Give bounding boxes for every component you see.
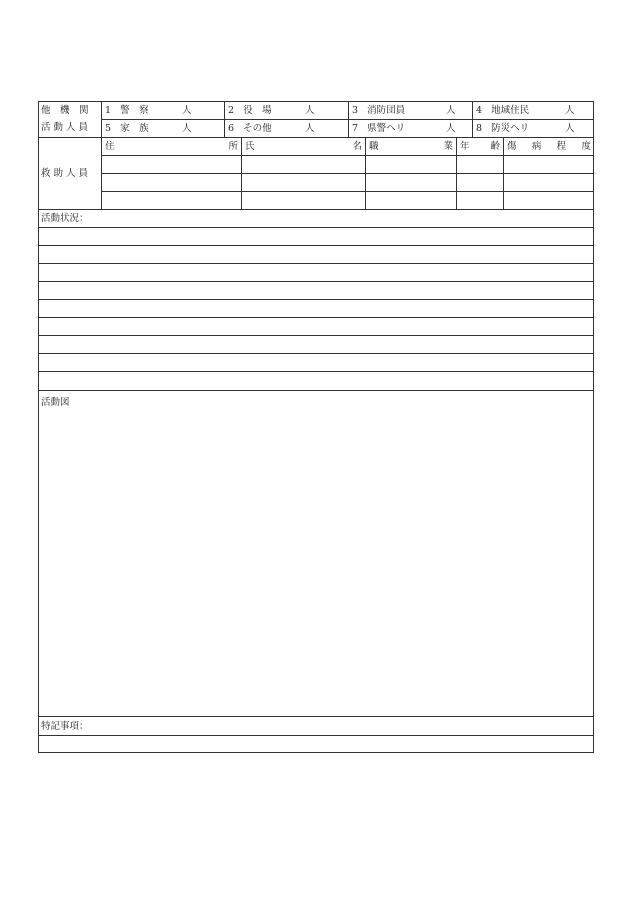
header-address xyxy=(102,138,241,155)
header-char: 氏 xyxy=(245,141,255,152)
header-char: 病 xyxy=(531,141,542,152)
rule xyxy=(101,119,593,120)
rescued-label-text: 救 助 人 員 xyxy=(41,168,89,179)
rule xyxy=(365,137,366,209)
header-name xyxy=(242,138,365,155)
header-char: 傷 xyxy=(507,141,517,152)
rule xyxy=(39,137,593,138)
special-notes-field[interactable] xyxy=(39,736,593,752)
agency-num: 4 xyxy=(476,105,483,116)
header-age xyxy=(457,138,503,155)
header-injury xyxy=(504,138,594,155)
agency-num: 7 xyxy=(352,123,359,134)
agency-num: 3 xyxy=(352,105,359,116)
rule xyxy=(39,209,593,210)
rescued-row-2[interactable] xyxy=(102,174,594,191)
rule xyxy=(39,353,593,354)
agency-name: その他 xyxy=(243,123,272,134)
agency-unit: 人 xyxy=(565,105,575,116)
rule xyxy=(472,102,473,137)
agency-name: 警 察 xyxy=(120,105,149,116)
agency-num: 6 xyxy=(228,123,235,134)
agency-cell-family[interactable] xyxy=(102,120,224,137)
agency-name: 県警ヘリ xyxy=(367,123,406,134)
agency-name: 役 場 xyxy=(243,105,272,116)
activity-status-lines[interactable] xyxy=(39,228,593,390)
agency-unit: 人 xyxy=(305,105,315,116)
agency-num: 5 xyxy=(105,123,112,134)
agency-name: 防災ヘリ xyxy=(491,123,530,134)
agency-num: 1 xyxy=(105,105,112,116)
rescued-row-1[interactable] xyxy=(102,156,594,173)
rule xyxy=(39,371,593,372)
agency-cell-police[interactable] xyxy=(102,102,224,119)
rule xyxy=(101,173,593,174)
rule xyxy=(456,137,457,209)
agency-unit: 人 xyxy=(305,123,315,134)
other-agencies-label-line1 xyxy=(39,102,101,119)
agency-unit: 人 xyxy=(446,105,456,116)
agency-unit: 人 xyxy=(182,123,192,134)
rule xyxy=(503,137,504,209)
other-agencies-label-line2 xyxy=(39,119,101,137)
rule xyxy=(39,263,593,264)
activity-report-form xyxy=(38,101,594,753)
agency-cell-other[interactable] xyxy=(225,120,348,137)
rule xyxy=(39,281,593,282)
special-notes-label: 特記事項： xyxy=(41,721,89,732)
rule xyxy=(101,155,593,156)
header-occupation xyxy=(366,138,456,155)
agency-name: 地域住民 xyxy=(491,105,530,116)
rule xyxy=(39,227,593,228)
agency-cell-fire-corps[interactable] xyxy=(349,102,472,119)
rule xyxy=(39,317,593,318)
rescued-label xyxy=(39,138,101,209)
header-char: 業 xyxy=(443,141,453,152)
rule xyxy=(224,102,225,137)
rule xyxy=(39,299,593,300)
activity-status-label: 活動状況： xyxy=(41,213,89,224)
header-char: 名 xyxy=(352,141,362,152)
agency-unit: 人 xyxy=(565,123,575,134)
agency-num: 8 xyxy=(476,123,483,134)
rescued-row-3[interactable] xyxy=(102,192,594,209)
agency-cell-residents[interactable] xyxy=(473,102,594,119)
agency-cell-town-office[interactable] xyxy=(225,102,348,119)
rule xyxy=(39,735,593,736)
rule xyxy=(101,102,102,209)
agency-unit: 人 xyxy=(446,123,456,134)
header-char: 齢 xyxy=(490,141,500,152)
other-agencies-label-text2: 活 動 人 員 xyxy=(41,122,89,133)
header-char: 所 xyxy=(228,141,238,152)
rule xyxy=(39,390,593,391)
rule xyxy=(39,245,593,246)
agency-cell-police-helicopter[interactable] xyxy=(349,120,472,137)
rule xyxy=(39,335,593,336)
activity-map-area[interactable] xyxy=(39,391,593,717)
activity-map-label: 活動図 xyxy=(41,397,70,408)
rule xyxy=(101,191,593,192)
rule xyxy=(348,102,349,137)
header-char: 度 xyxy=(581,141,591,152)
header-char: 程 xyxy=(556,141,567,152)
header-char: 住 xyxy=(105,141,115,152)
agency-cell-disaster-helicopter[interactable] xyxy=(473,120,594,137)
rule xyxy=(241,137,242,209)
rule xyxy=(39,716,593,717)
agency-unit: 人 xyxy=(182,105,192,116)
agency-name: 消防団員 xyxy=(367,105,406,116)
other-agencies-label-text1: 他 機 関 xyxy=(41,105,89,116)
header-char: 職 xyxy=(369,141,379,152)
agency-num: 2 xyxy=(228,105,235,116)
agency-name: 家 族 xyxy=(120,123,149,134)
header-char: 年 xyxy=(460,141,470,152)
